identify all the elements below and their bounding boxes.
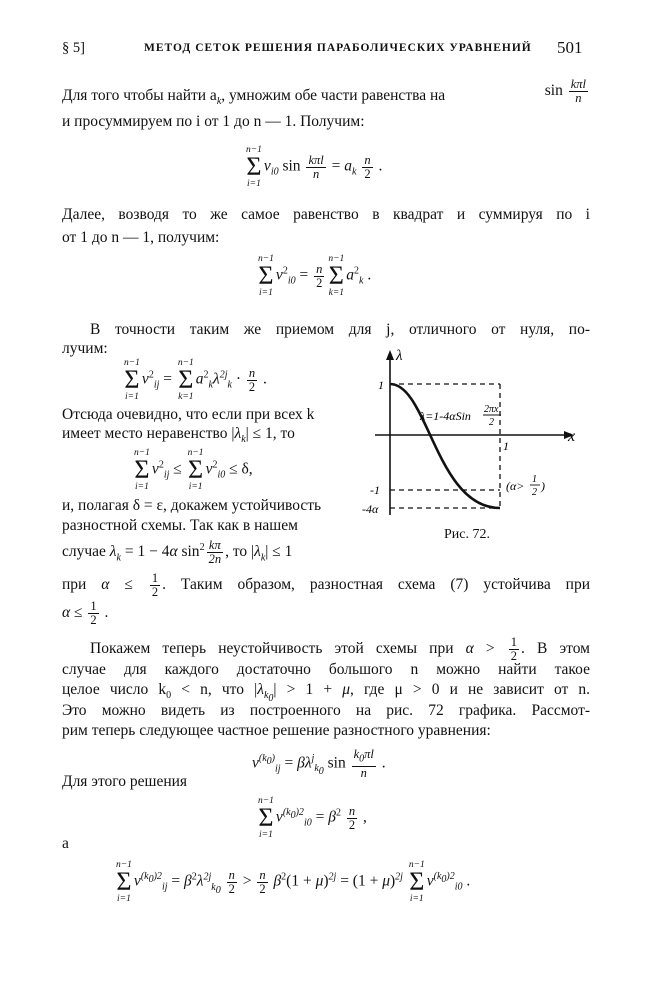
tick-y-bottom: -4α xyxy=(362,502,379,516)
page-number: 501 xyxy=(557,38,583,57)
figure-72-graph xyxy=(360,340,590,520)
paragraph-7-line-5: рим теперь следующее частное решение разностного уравнения: xyxy=(62,722,491,739)
y-axis-label: λ xyxy=(396,348,403,364)
equation-6: n−1 Σ i=1 $v^{(k_0)2}_{i0} = \beta^2$ $\frac{n}{2}$ , xyxy=(258,796,367,840)
tick-y-minus1: -1 xyxy=(370,483,380,497)
paragraph-2-line-2: от 1 до n — 1, получим: xyxy=(62,229,220,246)
paragraph-3-line-1: В точности таким же приемом для j, отличного от нуля, по- xyxy=(90,321,590,338)
equation-4: n−1 Σ i=1 $v^2_{ij}$ ≤ n−1 Σ i=1 $v^2_{i0} \le \delta$, xyxy=(134,448,253,492)
paragraph-7-line-3: целое число $k_0 < n$, что $|\lambda_{k_0}| > 1 + \mu$, где μ > 0 и не зависит от n. xyxy=(62,681,591,705)
curve-label-frac-num: 2πx xyxy=(484,404,499,415)
running-head: МЕТОД СЕТОК РЕШЕНИЯ ПАРАБОЛИЧЕСКИХ УРАВНЕНИЙ xyxy=(144,42,532,54)
alpha-note-close: ) xyxy=(541,479,545,493)
paragraph-5-line-2: разностной схемы. Так как в нашем xyxy=(62,517,298,534)
alpha-note-frac-den: 2 xyxy=(532,487,537,498)
tick-y-top: 1 xyxy=(378,378,384,392)
alpha-condition: α ≤ $\frac{1}{2}$ . xyxy=(62,599,109,627)
equation-7: n−1 Σ i=1 $v^{(k_0)2}_{ij} = \beta^2\lambda^{2j}_{k_0}$ $\frac{n}{2}$ > $\frac{n}{2}$ $\beta^2(1 + \mu)^{2j} = (1 + \mu)^{2j}$ n−1 Σ i=1 $v^{(k_0)2}_{i0}$ . xyxy=(116,860,471,904)
alpha-note-frac-num: 1 xyxy=(532,474,537,485)
paragraph-6-line-1: при α ≤ $\frac{1}{2}$ . Таким образом, разностная схема (7) устойчива при xyxy=(62,571,591,599)
paragraph-2-line-1: Далее, возводя то же самое равенство в квадрат и суммируя по i xyxy=(62,206,590,223)
paragraph-7-line-4: Это можно видеть из построенного на рис. 72 графика. Рассмот- xyxy=(62,702,590,719)
paragraph-9-line-1: а xyxy=(62,835,69,852)
paragraph-8-line-1: Для этого решения xyxy=(62,773,188,790)
curve-label-frac-den: 2 xyxy=(489,417,494,428)
equation-5: $v^{(k_0)}_{ij} = \beta\lambda^j_{k_0}$ sin $\frac{k_0\pi l}{n}$ . xyxy=(252,747,386,780)
paragraph-5-line-1: и, полагая δ = ε, докажем устойчивость xyxy=(62,497,322,514)
alpha-note: (α> xyxy=(506,479,525,493)
y-axis-arrow-icon xyxy=(386,350,394,360)
paragraph-5-line-3: случае $\lambda_k = 1 - 4\alpha$ $\sin^2$ $\frac{k\pi}{2n}$ , то $|\lambda_k| \le 1$ xyxy=(62,538,293,567)
paragraph-4-line-2: имеет место неравенство $|\lambda_k| \le 1$, то xyxy=(62,425,295,446)
sine-fraction: sin $\frac{\text{kπl}}{n}$ xyxy=(544,77,586,105)
equation-2: n−1 Σ i=1 $v^2_{i0}$ = $\frac{n}{2}$ n−1 Σ k=1 $a^2_k$ . xyxy=(258,254,372,298)
paragraph-1-line-2: и просуммируем по i от 1 до n — 1. Получим: xyxy=(62,113,365,130)
figure-caption: Рис. 72. xyxy=(444,527,490,542)
paragraph-4-line-1: Отсюда очевидно, что если при всех k xyxy=(62,406,315,423)
paragraph-7-line-1: Покажем теперь неустойчивость этой схемы при α > $\frac{1}{2}$ . В этом xyxy=(90,635,590,663)
equation-1: n−1 Σ i=1 $v_{i0}$ sin $\frac{\text{kπl}}{n}$ = $a_k$ $\frac{n}{2}$ . xyxy=(246,145,383,189)
equation-3: n−1 Σ i=1 $v^2_{ij}$ = n−1 Σ k=1 $a^2_k\lambda^{2j}_k$ · $\frac{n}{2}$ . xyxy=(124,358,267,402)
section-number: § 5] xyxy=(62,40,85,56)
curve-label: λ=1-4αSin xyxy=(420,409,471,423)
paragraph-1-line-1: Для того чтобы найти $a_k$, умножим обе части равенства на sin $\frac{\text{kπl}}{n}$ xyxy=(62,86,590,112)
tick-x: 1 xyxy=(503,439,509,453)
x-axis-label: x xyxy=(568,428,576,445)
paragraph-7-line-2: случае для каждого достаточно большого n можно найти такое xyxy=(62,661,590,678)
paragraph-3-line-2: лучим: xyxy=(62,340,108,357)
